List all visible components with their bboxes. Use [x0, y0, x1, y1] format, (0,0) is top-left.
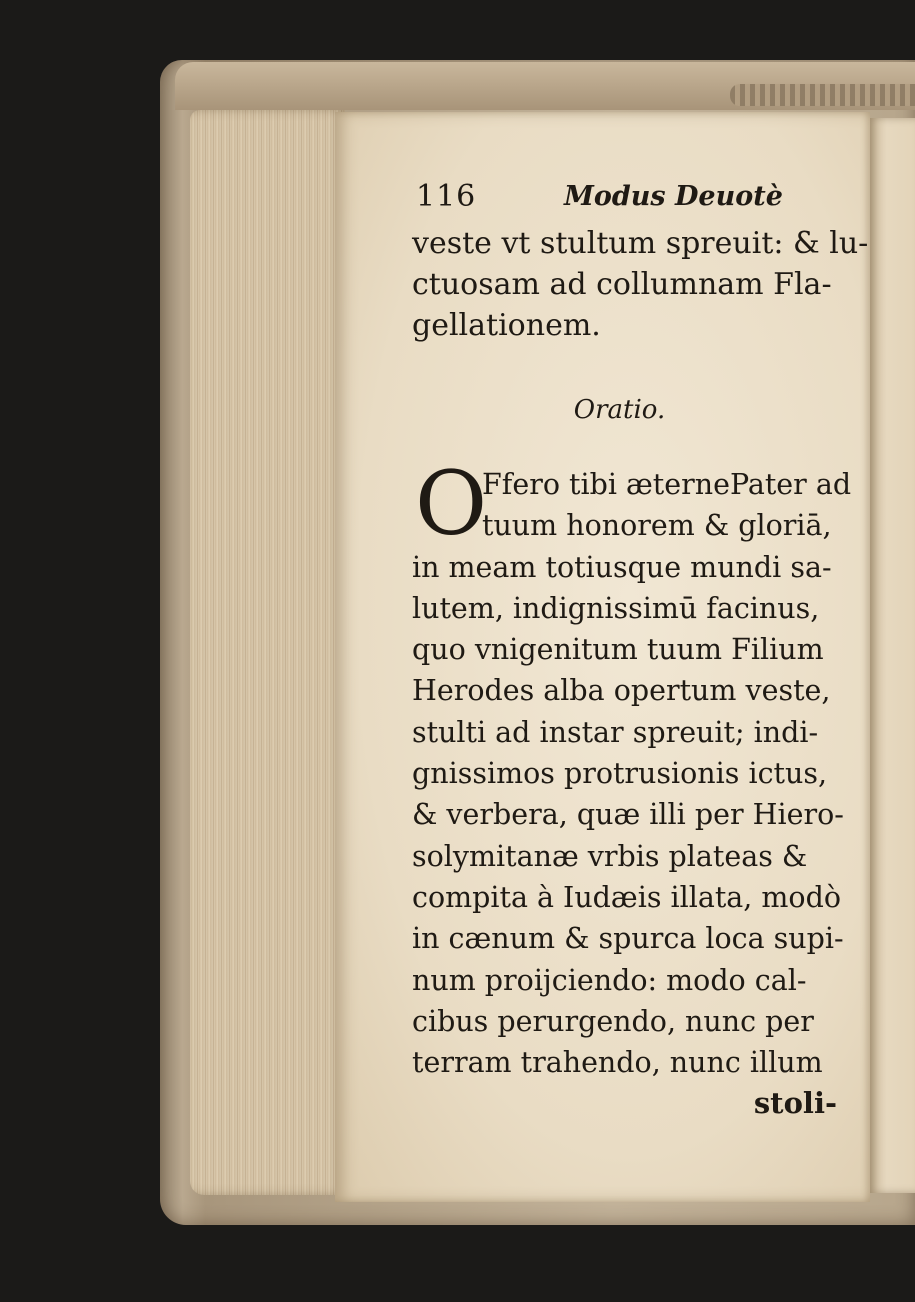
page-number: 116	[416, 179, 477, 214]
text-line: terram trahendo, nunc illum	[412, 1046, 823, 1080]
section-heading: Oratio.	[573, 395, 666, 425]
lead-paragraph	[412, 223, 867, 346]
text-line: & verbera, quæ illi per Hiero-	[412, 798, 844, 832]
prayer-paragraph	[412, 452, 867, 1083]
text-line: stulti ad instar spreuit; indi-	[412, 715, 819, 749]
page-header	[412, 175, 867, 215]
text-line: compita à Iudæis illata, modò	[412, 880, 841, 914]
text-line: gellationem.	[412, 308, 601, 343]
running-head: Modus Deuotè	[564, 181, 783, 212]
text-line: num proijciendo: modo cal-	[412, 963, 807, 997]
text-line: Ffero tibi æternePater ad	[482, 468, 852, 501]
page-text	[412, 175, 867, 1123]
text-line: tuum honorem & gloriā,	[482, 509, 832, 543]
drop-initial: O	[415, 452, 488, 555]
book-headband	[730, 84, 915, 106]
text-line: in meam totiusque mundi sa-	[412, 550, 832, 584]
text-line: ctuosam ad collumnam Fla-	[412, 267, 832, 302]
text-line: cibus perurgendo, nunc per	[412, 1004, 814, 1038]
text-line: Herodes alba opertum veste,	[412, 674, 831, 708]
catchword: stoli-	[753, 1086, 837, 1121]
text-line: solymitanæ vrbis plateas &	[412, 839, 808, 873]
text-line: lutem, indignissimū facinus,	[412, 591, 820, 625]
text-line: quo vnigenitum tuum Filium	[412, 633, 824, 667]
facing-page-edge	[868, 118, 915, 1193]
text-line: veste vt stultum spreuit: & lu-	[412, 226, 869, 261]
text-line: gnissimos protrusionis ictus,	[412, 757, 828, 791]
text-line: in cænum & spurca loca supi-	[412, 922, 844, 956]
page-edges	[190, 110, 345, 1195]
